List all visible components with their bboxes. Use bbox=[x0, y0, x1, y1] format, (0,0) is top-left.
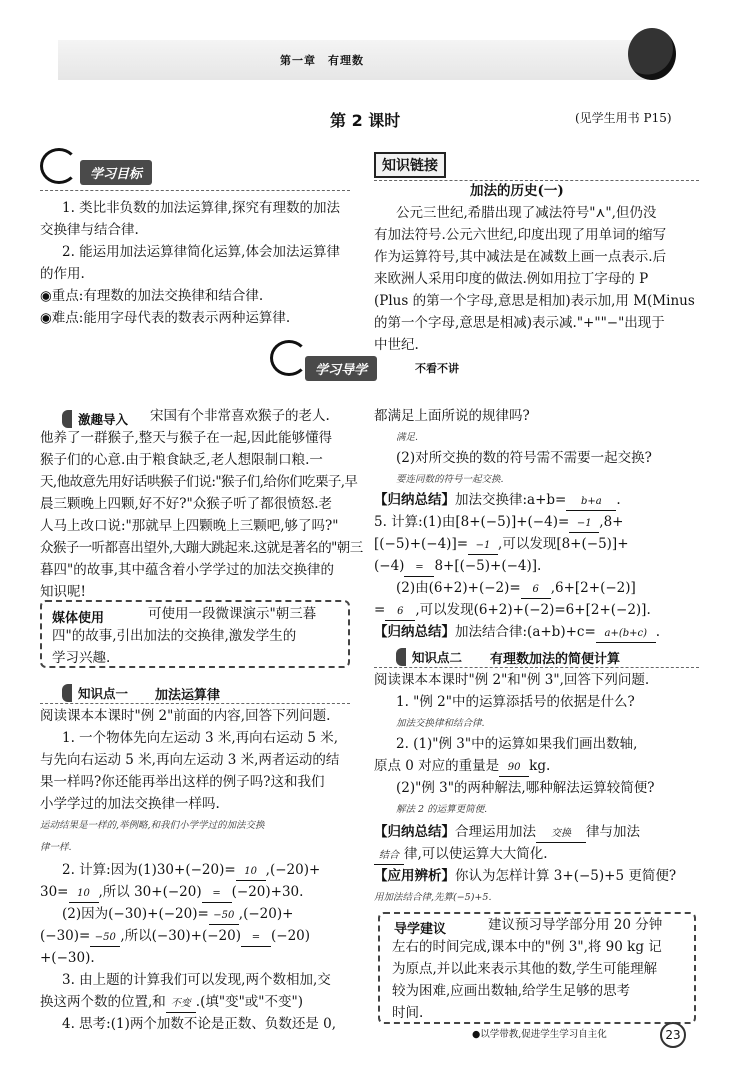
answer-blank: 结合 bbox=[374, 848, 404, 865]
goals-difficulty: ◉难点:能用字母代表的数表示两种运算律. bbox=[40, 310, 291, 326]
right-line: 1. "例 2"中的运算添括号的依据是什么? bbox=[396, 694, 635, 710]
k1-line: +(−30). bbox=[40, 950, 95, 966]
text: 合理运用加法 bbox=[455, 824, 536, 840]
footer-motto: ●以学带教,促进学生学习自主化 bbox=[472, 1029, 607, 1040]
right-calc-line bbox=[374, 511, 623, 533]
text: (−4) bbox=[374, 558, 405, 574]
text: . bbox=[616, 492, 621, 508]
advice-line: 建议预习导学部分用 20 分钟 bbox=[488, 917, 663, 933]
text: (2)由(6+2)+(−2)= bbox=[396, 580, 521, 596]
answer-blank: a+(b+c) bbox=[596, 626, 656, 643]
text: .(填"变"或"不变") bbox=[195, 994, 303, 1010]
swirl-icon bbox=[40, 148, 78, 184]
k1-title: 加法运算律 bbox=[155, 688, 221, 703]
guide-badge: 学习导学 bbox=[305, 356, 377, 381]
answer-blank: −1 bbox=[569, 516, 599, 533]
right-calc-line bbox=[396, 577, 636, 599]
text: ,8+ bbox=[599, 514, 624, 530]
text: = bbox=[374, 602, 386, 618]
text: ,(−20)+ bbox=[265, 862, 321, 878]
k1-line: 1. 一个物体先向左运动 3 米,再向右运动 5 米, bbox=[62, 730, 339, 746]
text: (−20) bbox=[271, 928, 311, 944]
book-reference: (见学生用书 P15) bbox=[575, 111, 672, 125]
right-calc-line bbox=[374, 599, 651, 621]
right-line: 阅读课本本课时"例 2"和"例 3",回答下列问题. bbox=[374, 672, 650, 688]
right-calc-line bbox=[374, 843, 548, 865]
page-number: 23 bbox=[660, 1022, 686, 1048]
link-line: (Plus 的第一个字母,意思是相加)表示加,用 M(Minus bbox=[374, 293, 695, 309]
summary-tag: 【归纳总结】 bbox=[374, 624, 455, 640]
media-line: 学习兴趣. bbox=[52, 650, 111, 666]
k1-calc-line bbox=[62, 859, 320, 881]
text: ,(−20)+ bbox=[238, 906, 294, 922]
right-line: 都满足上面所说的规律吗? bbox=[374, 408, 530, 424]
mascot-icon bbox=[628, 28, 676, 80]
handwritten-answer: 解法 2 的运算更简便. bbox=[396, 804, 488, 815]
right-line: 2. (1)"例 3"中的运算如果我们画出数轴, bbox=[396, 736, 638, 752]
media-line: 四"的故事,引出加法的交换律,激发学生的 bbox=[52, 628, 297, 644]
k1-line: 3. 由上题的计算我们可以发现,两个数相加,交 bbox=[62, 972, 331, 988]
link-badge: 知识链接 bbox=[374, 152, 446, 178]
media-tag: 媒体使用 bbox=[52, 611, 105, 626]
answer-blank: −50 bbox=[209, 908, 239, 925]
advice-line: 左右的时间完成,课本中的"例 3",将 90 kg 记 bbox=[392, 939, 662, 955]
summary-tag: 【归纳总结】 bbox=[374, 492, 455, 508]
intro-line: 宋国有个非常喜欢猴子的老人. bbox=[150, 408, 330, 424]
divider bbox=[374, 667, 699, 668]
summary-2 bbox=[374, 621, 660, 643]
handwritten-answer: 要连同数的符号一起交换. bbox=[396, 474, 504, 485]
text: 加法交换律:a+b= bbox=[455, 492, 567, 508]
text: 2. 计算:因为(1)30+(−20)= bbox=[62, 862, 236, 878]
k1-pill: 知识点一 bbox=[62, 684, 134, 702]
lesson-title: 第 2 课时 bbox=[330, 111, 401, 130]
right-calc-line bbox=[374, 555, 541, 577]
goals-line: 2. 能运用加法运算律简化运算,体会加法运算律 bbox=[62, 244, 340, 260]
answer-blank: 6 bbox=[385, 604, 415, 621]
handwritten-answer: 加法交换律和结合律. bbox=[396, 718, 485, 729]
link-line: 作为运算符号,其中减法是在减数上画一点表示.后 bbox=[374, 249, 667, 265]
summary-1 bbox=[374, 489, 621, 511]
text: 律与加法 bbox=[586, 824, 640, 840]
k1-line: 4. 思考:(1)两个加数不论是正数、负数还是 0, bbox=[62, 1016, 337, 1032]
advice-line: 为原点,并以此来表示其他的数,学生可能理解 bbox=[392, 961, 658, 977]
summary-3 bbox=[374, 821, 640, 843]
k1-calc-line bbox=[40, 881, 303, 903]
text: 换这两个数的位置,和 bbox=[40, 994, 166, 1010]
k1-calc-line bbox=[40, 991, 303, 1013]
link-line: 的第一个字母,意思是相减)表示减."+""−"出现于 bbox=[374, 315, 665, 331]
handwritten-answer: 运动结果是一样的,举例略,和我们小学学过的加法交换 bbox=[40, 820, 265, 831]
k1-line: 小学学过的加法交换律一样吗. bbox=[40, 796, 220, 812]
k2-title: 有理数加法的简便计算 bbox=[490, 652, 621, 667]
intro-line: 暮四"的故事,其中蕴含着小学学过的加法交换律的 bbox=[40, 562, 335, 578]
answer-blank: = bbox=[241, 930, 271, 947]
answer-blank: 交换 bbox=[536, 826, 586, 843]
intro-line: 他养了一群猴子,整天与猴子在一起,因此能够懂得 bbox=[40, 430, 333, 446]
k1-calc-line bbox=[40, 925, 310, 947]
k1-calc-line bbox=[62, 903, 293, 925]
text: ,可以发现[8+(−5)]+ bbox=[498, 536, 629, 552]
divider bbox=[40, 190, 350, 191]
answer-blank: = bbox=[404, 560, 434, 577]
text: 加法结合律:(a+b)+c= bbox=[455, 624, 596, 640]
link-line: 有加法符号.公元六世纪,印度出现了用单词的缩写 bbox=[374, 227, 667, 243]
text: 30= bbox=[40, 884, 69, 900]
k1-line: 果一样吗?你还能再举出这样的例子吗?这和我们 bbox=[40, 774, 325, 790]
text: . bbox=[655, 624, 661, 640]
text: ,所以 30+(−20) bbox=[98, 884, 202, 900]
goals-key-point: ◉重点:有理数的加法交换律和结合律. bbox=[40, 288, 264, 304]
divider bbox=[40, 703, 350, 704]
text: 原点 0 对应的重量是 bbox=[374, 758, 500, 774]
handwritten-answer: 用加法结合律,先算(−5)+5. bbox=[374, 892, 492, 903]
answer-blank: 90 bbox=[499, 760, 529, 777]
guide-subtitle: 不看不讲 bbox=[415, 362, 459, 375]
text: ,所以(−30)+(−20) bbox=[120, 928, 241, 944]
application bbox=[374, 865, 676, 887]
application-tag: 【应用辨析】 bbox=[374, 868, 455, 884]
right-calc-line bbox=[374, 533, 629, 555]
answer-blank: = bbox=[202, 886, 232, 903]
text: 5. 计算:(1)由[8+(−5)]+(−4)= bbox=[374, 514, 570, 530]
right-line: (2)对所交换的数的符号需不需要一起交换? bbox=[396, 450, 652, 466]
intro-line: 人马上改口说:"那就早上四颗晚上三颗吧,够了吗?" bbox=[40, 518, 339, 534]
advice-line: 较为困难,应画出数轴,给学生足够的思考 bbox=[392, 983, 631, 999]
answer-blank: 不变 bbox=[166, 996, 196, 1013]
goals-line: 交换律与结合律. bbox=[40, 222, 139, 238]
answer-blank: 10 bbox=[69, 886, 99, 903]
k2-pill: 知识点二 bbox=[396, 648, 468, 666]
swirl-icon bbox=[270, 340, 308, 376]
link-line: 中世纪. bbox=[374, 337, 419, 353]
media-line: 可使用一段微课演示"朝三暮 bbox=[148, 606, 317, 622]
text: kg. bbox=[529, 758, 551, 774]
answer-blank: −50 bbox=[90, 930, 120, 947]
advice-tag: 导学建议 bbox=[394, 922, 447, 937]
text: [(−5)+(−4)]= bbox=[374, 536, 469, 552]
intro-line: 天,他故意先用好话哄猴子们说:"猴子们,给你们吃栗子,早 bbox=[40, 474, 358, 490]
handwritten-answer: 满足. bbox=[396, 432, 419, 443]
chapter-title: 第一章 有理数 bbox=[280, 54, 364, 67]
k1-line: 阅读课本本课时"例 2"前面的内容,回答下列问题. bbox=[40, 708, 331, 724]
link-line: 来欧洲人采用印度的做法.例如用拉丁字母的 P bbox=[374, 271, 649, 287]
text: 8+[(−5)+(−4)]. bbox=[434, 558, 542, 574]
right-line: (2)"例 3"的两种解法,哪种解法运算较简便? bbox=[396, 780, 655, 796]
intro-line: 猴子们的心意.由于粮食缺乏,老人想限制口粮.一 bbox=[40, 452, 323, 468]
handwritten-answer: 律一样. bbox=[40, 842, 72, 853]
link-title: 加法的历史(一) bbox=[470, 183, 564, 199]
intro-tag: 激趣导入 bbox=[62, 410, 134, 428]
k1-line: 与先向右运动 5 米,再向左运动 3 米,两者运动的结 bbox=[40, 752, 340, 768]
intro-line: 知识呢! bbox=[40, 584, 86, 600]
text: ,6+[2+(−2)] bbox=[550, 580, 636, 596]
text: 律,可以使运算大大简化. bbox=[404, 846, 548, 862]
text: (2)因为(−30)+(−20)= bbox=[62, 906, 209, 922]
link-line: 公元三世纪,希腊出现了减法符号"⋏",但仍没 bbox=[396, 205, 657, 221]
answer-blank: 10 bbox=[236, 864, 266, 881]
text: (−20)+30. bbox=[231, 884, 304, 900]
advice-line: 时间. bbox=[392, 1005, 424, 1021]
intro-line: 晨三颗晚上四颗,好不好?"众猴子听了都很愤怒.老 bbox=[40, 496, 333, 512]
answer-blank: 6 bbox=[521, 582, 551, 599]
answer-blank: −1 bbox=[468, 538, 498, 555]
text: 你认为怎样计算 3+(−5)+5 更简便? bbox=[455, 868, 677, 884]
goals-line: 的作用. bbox=[40, 266, 85, 282]
intro-line: 众猴子一听都喜出望外,大蹦大跳起来.这就是著名的"朝三 bbox=[40, 540, 363, 556]
answer-blank: b+a bbox=[566, 494, 616, 511]
summary-tag: 【归纳总结】 bbox=[374, 824, 455, 840]
text: ,可以发现(6+2)+(−2)=6+[2+(−2)]. bbox=[415, 602, 651, 618]
right-calc-line bbox=[374, 755, 550, 777]
goals-line: 1. 类比非负数的加法运算律,探究有理数的加法 bbox=[62, 200, 340, 216]
goals-badge: 学习目标 bbox=[80, 160, 152, 185]
text: (−30)= bbox=[40, 928, 91, 944]
